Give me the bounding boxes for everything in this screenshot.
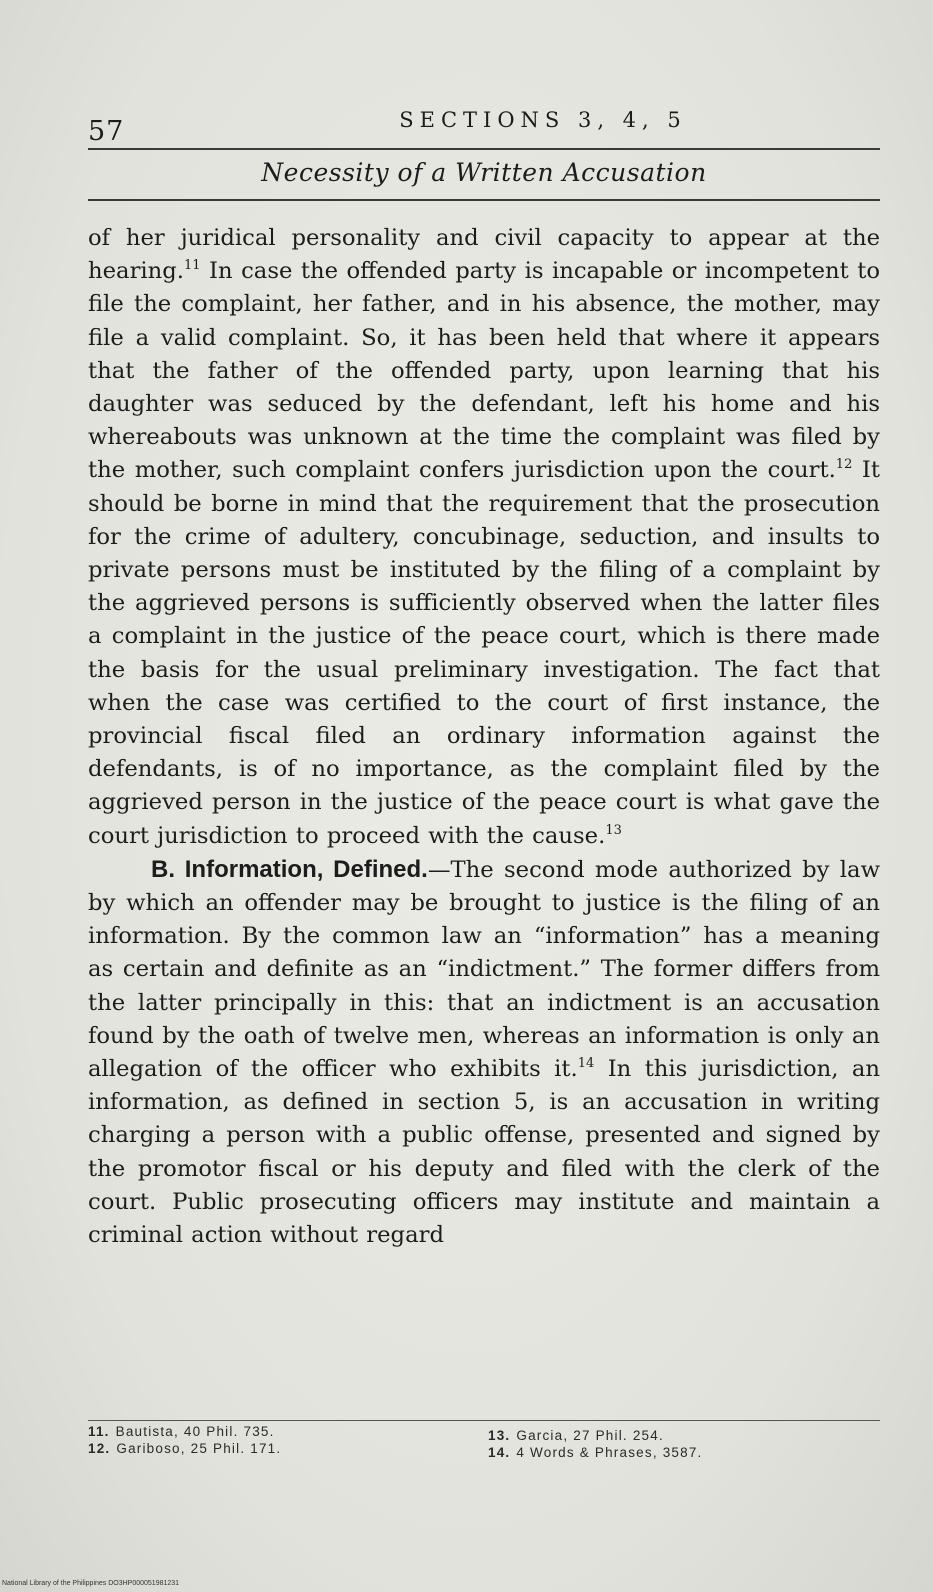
footnote-13: 13. Garcia, 27 Phil. 254. xyxy=(488,1428,664,1443)
footnote-ref-14: 14 xyxy=(577,1056,595,1072)
footnote-14: 14. 4 Words & Phrases, 3587. xyxy=(488,1445,703,1460)
section-range: SECTIONS 3, 4, 5 xyxy=(399,108,687,132)
header-rule-bottom xyxy=(88,199,880,201)
page-number: 57 xyxy=(88,116,125,147)
paragraph-2: B. Information, Defined.—The second mode authorized by law by which an offender may be brought to justice is the filing of an information. By the common law an “information” has a meaning as certain and definite as an “indictment.” The former differs from the latter principally in this: that an indictment is an accusation found by the oath of twelve men, whereas an information is only an allegation of the officer who exhibits it.$^{14}$ In this jurisdiction, an information, as defined in section 5, is an accusation in writing charging a person with a public offense, presented and signed by the promotor fiscal or his deputy and filed with the clerk of the court. Public prosecuting officers may institute and maintain a criminal action without regard xyxy=(88,855,881,1249)
body-text xyxy=(88,222,880,1252)
footnote-ref-12: 12 xyxy=(835,457,853,473)
footnote-ref-11: 11 xyxy=(184,258,201,274)
section-heading: B. Information, Defined. xyxy=(151,855,428,883)
running-header xyxy=(88,108,880,148)
footnote-12: 12. Gariboso, 25 Phil. 171. xyxy=(88,1441,282,1456)
scan-footer: National Library of the Philippines DO3HP000051981231 xyxy=(2,1580,180,1587)
footnotes-left-column xyxy=(88,1423,281,1457)
header-rule-top xyxy=(88,148,880,150)
footnote-11: 11. Bautista, 40 Phil. 735. xyxy=(88,1424,275,1439)
footnote-rule xyxy=(88,1420,880,1421)
page-subtitle: Necessity of a Written Accusation xyxy=(261,158,707,187)
footnote-ref-13: 13 xyxy=(605,822,622,838)
footnotes-right-column xyxy=(488,1427,703,1461)
paragraph-1: of her juridical personality and civil capacity to appear at the hearing.$^{11}$ In case the offended party is incapable or incompetent to file the complaint, her father, and in his absence, the mother, may file a valid complaint. So, it has been held that where it appears that the father of the offended party, upon learning that his daughter was seduced by the defendant, left his home and his whereabouts was unknown at the time the complaint was filed by the mother, such complaint confers jurisdiction upon the court.$^{12}$ It should be borne in mind that the requirement that the prosecution for the crime of adultery, concubinage, seduction, and insults to private persons must be instituted by the filing of a complaint by the aggrieved persons is sufficiently observed when the latter files a complaint in the justice of the peace court, which is there made the basis for the usual preliminary investigation. The fact that when the case was certified to the court of first instance, the provincial fiscal filed an ordinary information against the defendants, is of no importance, as the complaint filed by the aggrieved person in the justice of the peace court is what gave the court jurisdiction to proceed with the cause.$^{13}$ xyxy=(88,225,880,849)
